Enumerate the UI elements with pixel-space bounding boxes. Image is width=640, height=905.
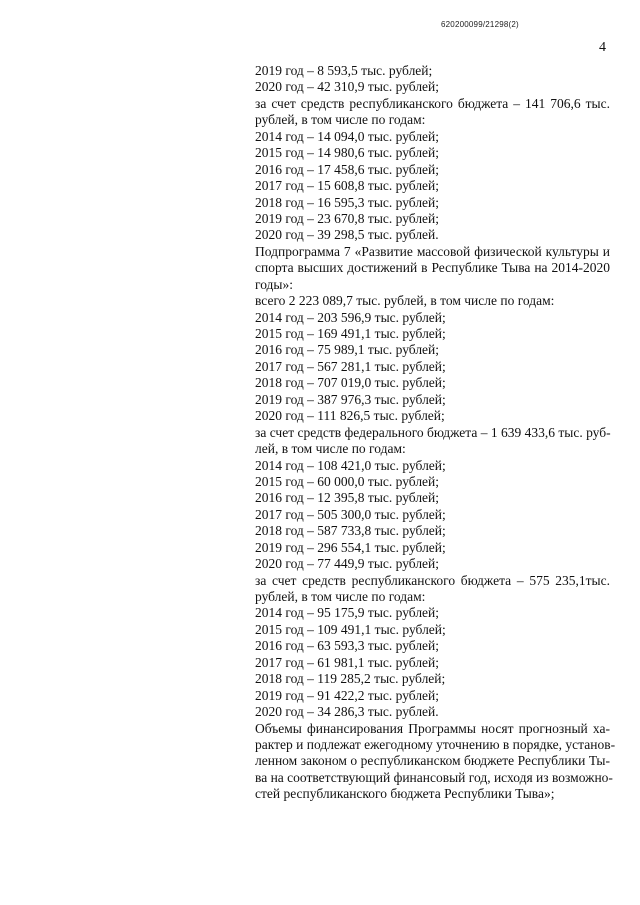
text-line: за счет средств федерального бюджета – 1 639 433,6 тыс. руб- xyxy=(255,424,611,440)
text-line: 2020 год – 39 298,5 тыс. рублей. xyxy=(255,227,439,243)
text-line: 2014 год – 108 421,0 тыс. рублей; xyxy=(255,457,446,473)
text-line: 2018 год – 707 019,0 тыс. рублей; xyxy=(255,375,446,391)
text-line: 2016 год – 17 458,6 тыс. рублей; xyxy=(255,161,440,177)
text-line: 2014 год – 95 175,9 тыс. рублей; xyxy=(255,605,440,621)
paragraph-line: стей республиканского бюджета Республики Тыва»; xyxy=(255,786,555,802)
text-line: рублей, в том числе по годам: xyxy=(255,589,426,604)
text-line: 2019 год – 296 554,1 тыс. рублей; xyxy=(255,539,446,555)
text-line: 2014 год – 14 094,0 тыс. рублей; xyxy=(255,128,440,144)
paragraph-line: ленном законом о республиканском бюджете Республики Ты- xyxy=(255,753,610,769)
text-line: 2019 год – 23 670,8 тыс. рублей; xyxy=(255,210,440,226)
text-line: 2014 год – 203 596,9 тыс. рублей; xyxy=(255,309,446,325)
text-line: 2016 год – 12 395,8 тыс. рублей; xyxy=(255,490,440,506)
text-line: 2017 год – 567 281,1 тыс. рублей; xyxy=(255,358,446,374)
text-line: 2017 год – 505 300,0 тыс. рублей; xyxy=(255,506,446,522)
document-id: 620200099/21298(2) xyxy=(441,20,519,29)
text-line: 2018 год – 16 595,3 тыс. рублей; xyxy=(255,194,440,210)
text-line: лей, в том числе по годам: xyxy=(255,441,406,457)
text-line: 2019 год – 387 976,3 тыс. рублей; xyxy=(255,391,446,407)
text-line: за счет средств республиканского бюджета – 141 706,6 тыс. xyxy=(255,95,610,111)
text-line: 2019 год – 8 593,5 тыс. рублей; xyxy=(255,63,433,78)
text-line: 2015 год – 109 491,1 тыс. рублей; xyxy=(255,621,446,637)
text-line: 2018 год – 119 285,2 тыс. рублей; xyxy=(255,671,446,687)
text-line: 2020 год – 111 826,5 тыс. рублей; xyxy=(255,408,445,424)
text-line: 2020 год – 42 310,9 тыс. рублей; xyxy=(255,79,440,95)
text-line: 2015 год – 60 000,0 тыс. рублей; xyxy=(255,473,440,489)
text-line: 2020 год – 34 286,3 тыс. рублей. xyxy=(255,704,439,720)
text-line: 2017 год – 61 981,1 тыс. рублей; xyxy=(255,654,440,670)
page-number: 4 xyxy=(599,40,606,55)
text-line: всего 2 223 089,7 тыс. рублей, в том числе по годам: xyxy=(255,293,555,309)
text-line: 2015 год – 14 980,6 тыс. рублей; xyxy=(255,145,440,161)
text-line: 2016 год – 63 593,3 тыс. рублей; xyxy=(255,638,440,654)
paragraph-line: рактер и подлежат ежегодному уточнению в порядке, установ- xyxy=(255,736,616,752)
text-line: 2017 год – 15 608,8 тыс. рублей; xyxy=(255,178,440,194)
text-line: рублей, в том числе по годам: xyxy=(255,112,426,128)
text-line: 2018 год – 587 733,8 тыс. рублей; xyxy=(255,523,446,539)
subprogram-title: годы»: xyxy=(255,276,294,292)
text-line: 2019 год – 91 422,2 тыс. рублей; xyxy=(255,687,440,703)
text-line: за счет средств республиканского бюджета – 575 235,1тыс. xyxy=(255,572,610,588)
text-line: 2016 год – 75 989,1 тыс. рублей; xyxy=(255,342,440,358)
document-body xyxy=(255,63,616,803)
paragraph-line: ва на соответствующий финансовый год, исходя из возможно- xyxy=(255,769,613,785)
subprogram-title: Подпрограмма 7 «Развитие массовой физической культуры и xyxy=(255,243,610,259)
paragraph-line: Объемы финансирования Программы носят прогнозный ха- xyxy=(255,720,610,736)
text-line: 2020 год – 77 449,9 тыс. рублей; xyxy=(255,556,440,572)
text-line: 2015 год – 169 491,1 тыс. рублей; xyxy=(255,326,446,341)
subprogram-title: спорта высших достижений в Республике Тыва на 2014-2020 xyxy=(255,260,610,276)
